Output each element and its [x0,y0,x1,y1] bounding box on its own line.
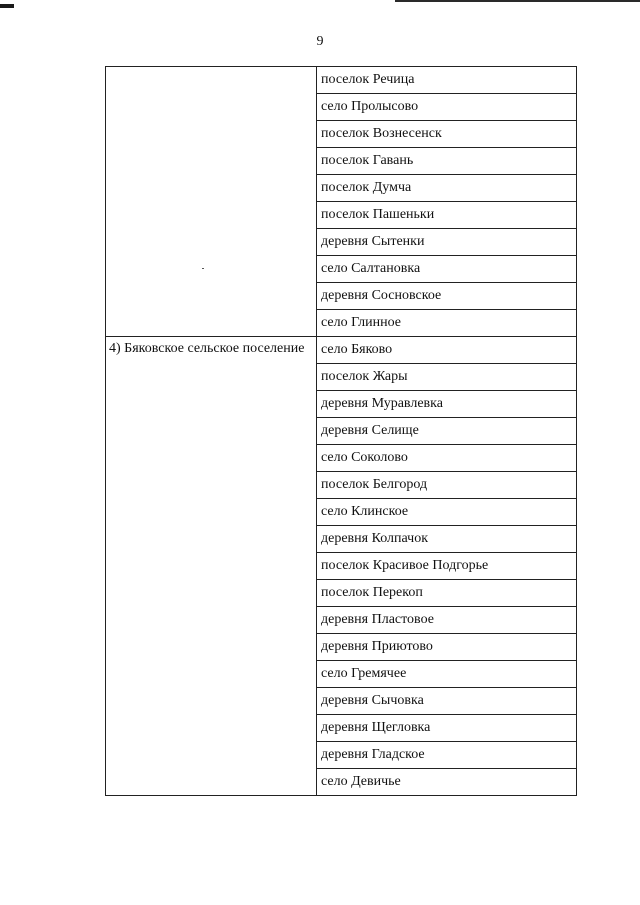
settlement-cell: поселок Белгород [317,472,577,499]
settlement-cell: село Бяково [317,337,577,364]
settlement-cell: село Соколово [317,445,577,472]
settlement-cell: деревня Сосновское [317,283,577,310]
scan-mark-right [395,0,640,2]
settlement-cell: поселок Гавань [317,148,577,175]
settlement-cell: село Девичье [317,769,577,796]
settlement-cell: поселок Вознесенск [317,121,577,148]
settlement-cell: поселок Пашеньки [317,202,577,229]
settlement-cell: деревня Гладское [317,742,577,769]
municipality-name-cell [106,67,317,337]
settlement-cell: деревня Пластовое [317,607,577,634]
settlements-table [105,66,577,796]
settlement-cell: село Глинное [317,310,577,337]
settlement-cell: деревня Приютово [317,634,577,661]
settlements-table-body [106,67,577,796]
settlement-cell: деревня Муравлевка [317,391,577,418]
settlement-cell: поселок Думча [317,175,577,202]
table-row [106,337,577,364]
settlement-cell: поселок Речица [317,67,577,94]
settlement-cell: поселок Красивое Подгорье [317,553,577,580]
settlement-cell: село Пролысово [317,94,577,121]
settlement-cell: село Гремячее [317,661,577,688]
settlement-cell: село Клинское [317,499,577,526]
settlement-cell: село Салтановка [317,256,577,283]
scan-mark-left [0,4,14,8]
settlement-cell: поселок Жары [317,364,577,391]
settlement-cell: деревня Селище [317,418,577,445]
settlement-cell: деревня Сытенки [317,229,577,256]
settlement-cell: поселок Перекоп [317,580,577,607]
settlement-cell: деревня Сычовка [317,688,577,715]
settlement-cell: деревня Колпачок [317,526,577,553]
table-row [106,67,577,94]
municipality-name-cell: 4) Бяковское сельское поселение [106,337,317,796]
page-number: 9 [316,34,324,49]
settlement-cell: деревня Щегловка [317,715,577,742]
